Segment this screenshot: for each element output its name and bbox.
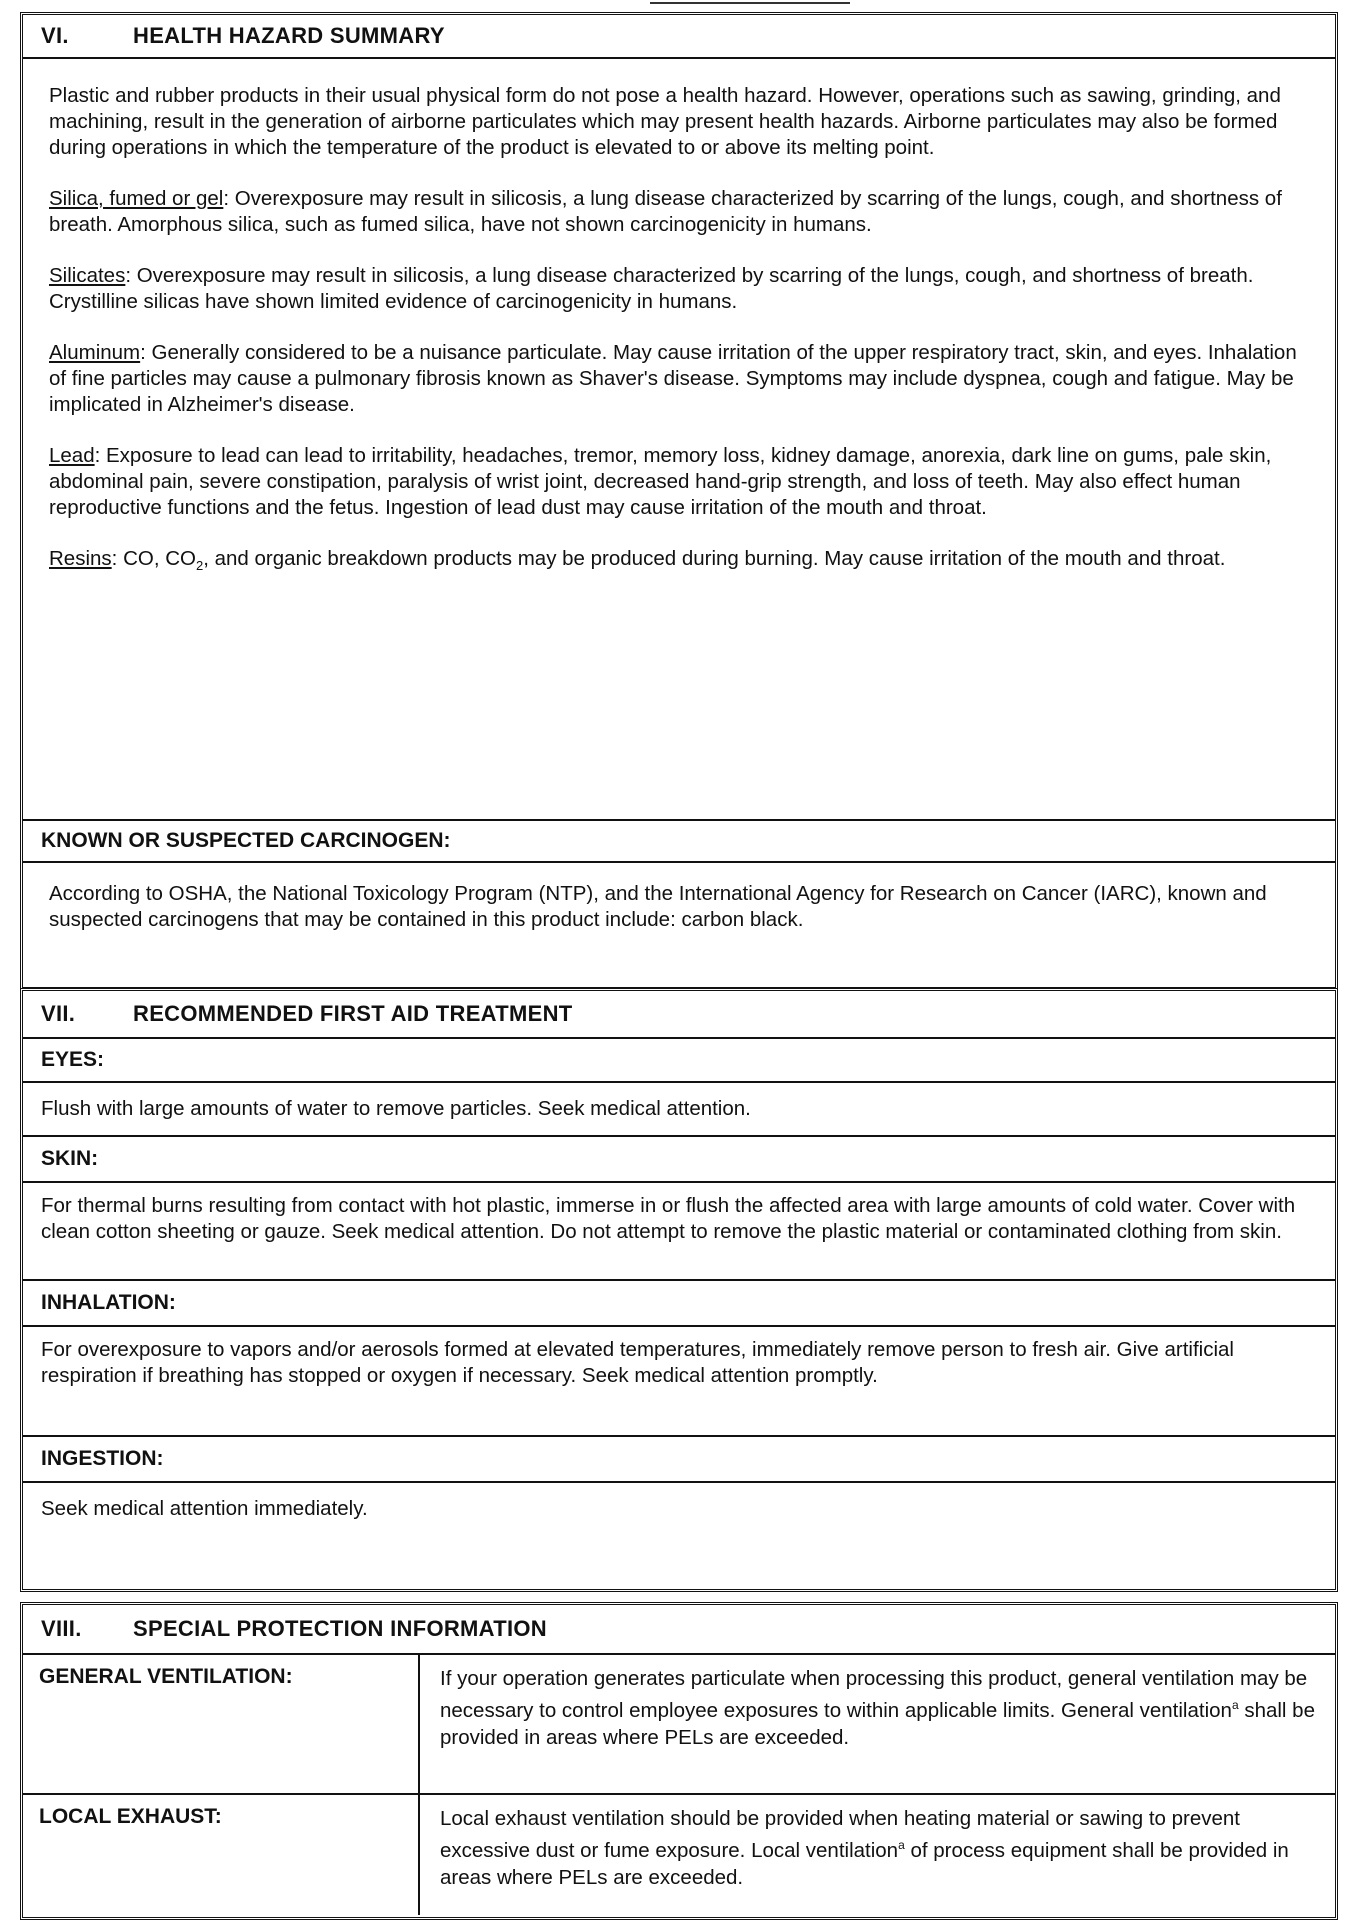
resins-text-pre: : CO, CO bbox=[111, 547, 196, 570]
skin-text: For thermal burns resulting from contact with hot plastic, immerse in or flush the affected area with large amounts of cold water. Cover with clean cotton sheeting or gauze. Seek medical attention. Do not attempt to remove the plastic material or contaminated clothing from skin. bbox=[23, 1183, 1335, 1281]
hazard-intro-paragraph: Plastic and rubber products in their usual physical form do not pose a health hazard. However, operations such as sawing, grinding, and machining, result in the generation of airborne particulates which may present health hazards. Airborne particulates may also be formed during operations in which the temperature of the product is elevated to or above its melting point. bbox=[49, 84, 1281, 159]
section-vii-first-aid bbox=[20, 988, 1338, 1592]
aluminum-label: Aluminum bbox=[49, 341, 141, 364]
aluminum-paragraph bbox=[49, 340, 1313, 418]
inhalation-text: For overexposure to vapors and/or aerosols formed at elevated temperatures, immediately remove person to fresh air. Give artificial respiration if breathing has stopped or oxygen if necessary. Seek medical attention promptly. bbox=[23, 1327, 1335, 1437]
section-number: VI. bbox=[41, 23, 69, 48]
section-number: VIII. bbox=[41, 1616, 82, 1641]
local-exhaust-label: LOCAL EXHAUST: bbox=[23, 1795, 420, 1915]
ingestion-text: Seek medical attention immediately. bbox=[41, 1497, 368, 1520]
skin-label: SKIN: bbox=[23, 1137, 1335, 1183]
local-exhaust-row bbox=[23, 1795, 1335, 1915]
section-title: SPECIAL PROTECTION INFORMATION bbox=[133, 1616, 547, 1641]
top-scan-mark bbox=[650, 0, 850, 6]
eyes-text: Flush with large amounts of water to remove particles. Seek medical attention. bbox=[23, 1083, 1335, 1137]
local-exhaust-text-post: of process equipment shall be provided in areas where PELs are exceeded. bbox=[440, 1838, 1289, 1889]
ingestion-label: INGESTION: bbox=[23, 1437, 1335, 1483]
silica-text: : Overexposure may result in silicosis, a lung disease characterized by scarring of the lungs, cough, and shortness of breath. Amorphous silica, such as fumed silica, have not shown carcinogenicity in humans. bbox=[49, 187, 1282, 236]
local-exhaust-text-pre: Local exhaust ventilation should be provided when heating material or sawing to prevent excessive dust or fume exposure. Local ventilation bbox=[440, 1807, 1241, 1862]
silica-paragraph bbox=[49, 186, 1313, 238]
footnote-marker: a bbox=[1231, 1698, 1239, 1712]
general-ventilation-text bbox=[420, 1655, 1335, 1793]
general-ventilation-text-post: shall be provided in areas where PELs are exceeded. bbox=[440, 1698, 1315, 1749]
section-vi-header bbox=[23, 15, 1335, 59]
lead-label: Lead bbox=[49, 444, 95, 467]
eyes-label: EYES: bbox=[23, 1039, 1335, 1083]
inhalation-label: INHALATION: bbox=[23, 1281, 1335, 1327]
silicates-text: : Overexposure may result in silicosis, a lung disease characterized by scarring of the lungs, cough, and shortness of breath. Crystilline silicas have shown limited evidence of carcinogenicity in humans. bbox=[49, 264, 1254, 313]
silicates-paragraph bbox=[49, 263, 1313, 315]
lead-paragraph bbox=[49, 443, 1313, 521]
section-vi-health-hazard bbox=[20, 12, 1338, 990]
resins-paragraph bbox=[49, 546, 1313, 579]
lead-text: : Exposure to lead can lead to irritability, headaches, tremor, memory loss, kidney damage, anorexia, dark line on gums, pale skin, abdominal pain, severe constipation, paralysis of wrist joint, decreased hand-grip strength, and loss of teeth. May also effect human reproductive functions and the fetus. Ingestion of lead dust may cause irritation of the mouth and throat. bbox=[49, 444, 1272, 519]
section-viii-header bbox=[23, 1605, 1335, 1655]
hazard-summary-body bbox=[23, 59, 1335, 819]
resins-label: Resins bbox=[49, 547, 112, 570]
footnote-marker: a bbox=[898, 1838, 905, 1852]
section-vii-header bbox=[23, 991, 1335, 1039]
section-title: HEALTH HAZARD SUMMARY bbox=[133, 23, 445, 48]
section-viii-protection bbox=[20, 1602, 1338, 1920]
silica-label: Silica, fumed or gel bbox=[49, 187, 224, 210]
local-exhaust-text bbox=[420, 1795, 1335, 1915]
section-number: VII. bbox=[41, 1001, 76, 1026]
general-ventilation-text-pre: If your operation generates particulate when processing this product, general ventilation may be necessary to control employee exposures to within applicable limits. General ventilation bbox=[440, 1667, 1308, 1722]
section-title: RECOMMENDED FIRST AID TREATMENT bbox=[133, 1001, 573, 1026]
silicates-label: Silicates bbox=[49, 264, 126, 287]
carcinogen-header: KNOWN OR SUSPECTED CARCINOGEN: bbox=[23, 819, 1335, 863]
general-ventilation-row bbox=[23, 1655, 1335, 1795]
carcinogen-text: According to OSHA, the National Toxicology Program (NTP), and the International Agency for Research on Cancer (IARC), known and suspected carcinogens that may be contained in this product include: carbon black. bbox=[49, 882, 1267, 931]
resins-subscript: 2 bbox=[195, 558, 204, 574]
general-ventilation-label: GENERAL VENTILATION: bbox=[23, 1655, 420, 1793]
aluminum-text: : Generally considered to be a nuisance particulate. May cause irritation of the upper respiratory tract, skin, and eyes. Inhalation of fine particles may cause a pulmonary fibrosis known as Shaver's disease. Symptoms may include dyspnea, cough and fatigue. May be implicated in Alzheimer's disease. bbox=[49, 341, 1297, 416]
resins-text-post: , and organic breakdown products may be produced during burning. May cause irritation of the mouth and throat. bbox=[203, 547, 1226, 570]
